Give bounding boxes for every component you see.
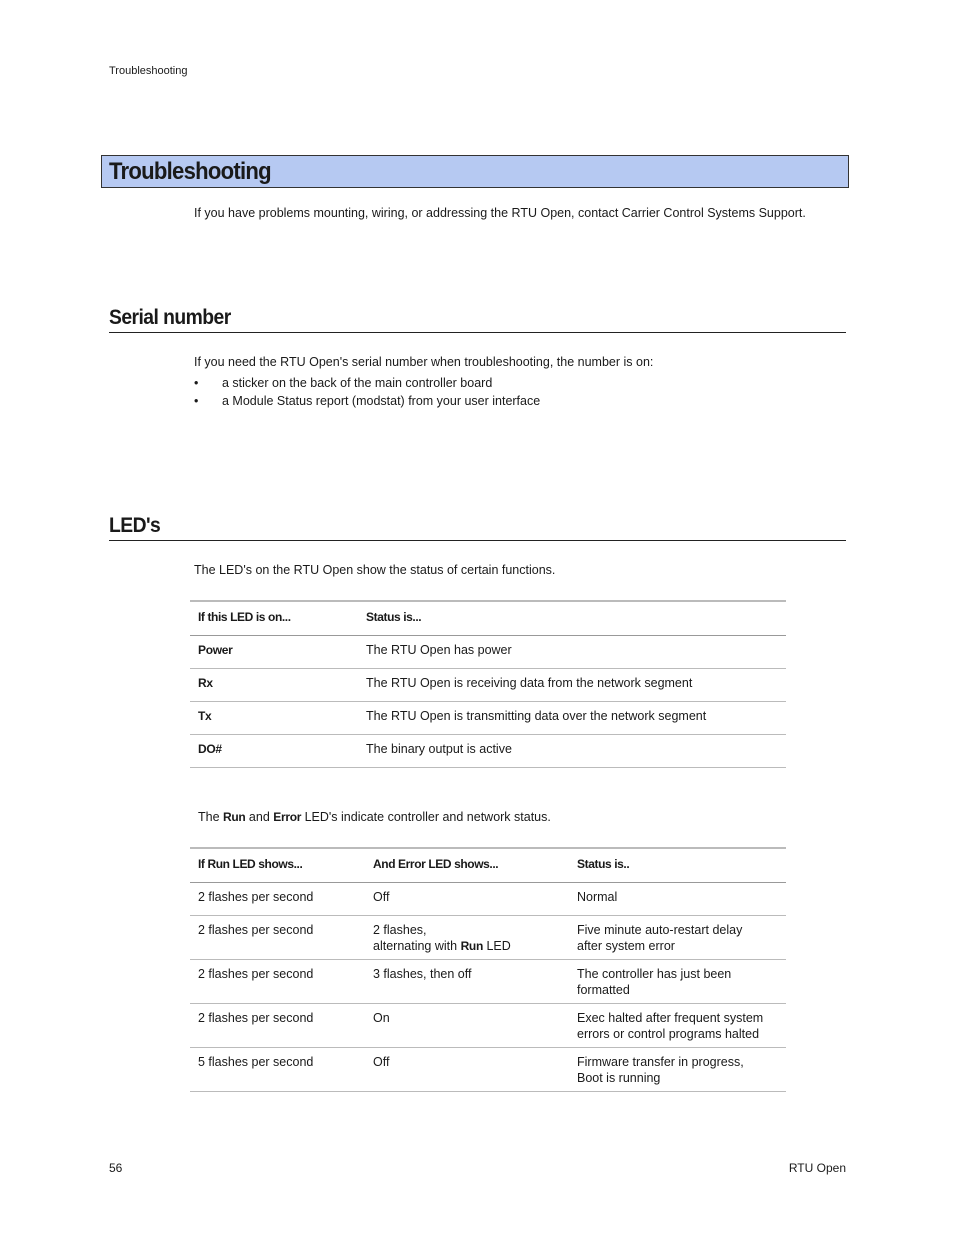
status-line: after system error [577,939,675,953]
status-line: Firmware transfer in progress, [577,1055,744,1069]
serial-number-list [194,376,540,412]
run-led-cell: 2 flashes per second [198,967,314,981]
running-header: Troubleshooting [109,65,188,77]
error-led-cell: 3 flashes, then off [373,967,472,981]
led-name: Power [198,643,233,657]
error-led-cell [365,916,569,960]
column-header: And Error LED shows... [373,857,499,871]
led-name: Tx [198,709,212,723]
column-header: Status is.. [577,857,630,871]
column-header: If this LED is on... [198,610,291,624]
table-row [190,735,786,768]
run-error-status-table [190,847,786,1092]
status-cell [569,1048,786,1092]
led-status: The RTU Open is transmitting data over the network segment [366,709,707,723]
serial-number-paragraph: If you need the RTU Open's serial number when troubleshooting, the number is on: [194,355,654,369]
column-header: If Run LED shows... [198,857,303,871]
status-line: Boot is running [577,1071,661,1085]
status-line: Five minute auto-restart delay [577,923,743,937]
led-status: The binary output is active [366,742,512,756]
led-status-table [190,600,786,768]
status-cell: Normal [577,890,618,904]
status-line: Exec halted after frequent system [577,1011,764,1025]
error-led-line: 2 flashes, [373,923,427,937]
status-line: The controller has just been [577,967,732,981]
run-error-paragraph [198,810,551,824]
table-header-row [190,601,786,636]
leds-heading [109,514,846,541]
table-row [190,1048,786,1092]
leds-heading-text: LED's [109,514,161,537]
run-label: Run [223,810,246,824]
status-line: errors or control programs halted [577,1027,760,1041]
error-led-cell: On [373,1011,390,1025]
run-error-text-and: and [245,810,274,824]
run-label: Run [460,939,483,953]
table-header-row [190,848,786,883]
run-error-text-prefix: The [198,810,224,824]
leds-paragraph: The LED's on the RTU Open show the status of certain functions. [194,563,556,577]
table-row [190,702,786,735]
intro-paragraph: If you have problems mounting, wiring, or addressing the RTU Open, contact Carrier Control Systems Support. [194,206,806,220]
page-number: 56 [109,1161,123,1175]
error-led-cell: Off [373,890,390,904]
error-label: Error [273,810,302,824]
led-name: DO# [198,742,222,756]
error-led-cell: Off [373,1055,390,1069]
list-item: • a Module Status report (modstat) from your user interface [194,394,540,412]
column-header: Status is... [366,610,422,624]
led-status: The RTU Open is receiving data from the network segment [366,676,693,690]
led-status: The RTU Open has power [366,643,512,657]
run-led-cell: 2 flashes per second [198,923,314,937]
run-led-cell: 5 flashes per second [198,1055,314,1069]
page-title: Troubleshooting [109,158,271,185]
table-row [190,1004,786,1048]
list-item: • a sticker on the back of the main controller board [194,376,540,394]
serial-number-heading-text: Serial number [109,306,231,329]
run-led-cell: 2 flashes per second [198,890,314,904]
run-led-cell: 2 flashes per second [198,1011,314,1025]
page-title-banner [101,155,849,188]
status-cell [569,1004,786,1048]
status-cell [569,960,786,1004]
table-row [190,916,786,960]
error-led-line: alternating with [373,939,461,953]
status-cell [569,916,786,960]
status-line: formatted [577,983,630,997]
table-row [190,636,786,669]
led-name: Rx [198,676,213,690]
table-row [190,960,786,1004]
serial-number-heading [109,306,846,333]
table-row [190,883,786,916]
table-row [190,669,786,702]
run-error-text-suffix: LED's indicate controller and network status. [301,810,551,824]
footer-product-name: RTU Open [788,1161,846,1175]
error-led-line: LED [483,939,511,953]
